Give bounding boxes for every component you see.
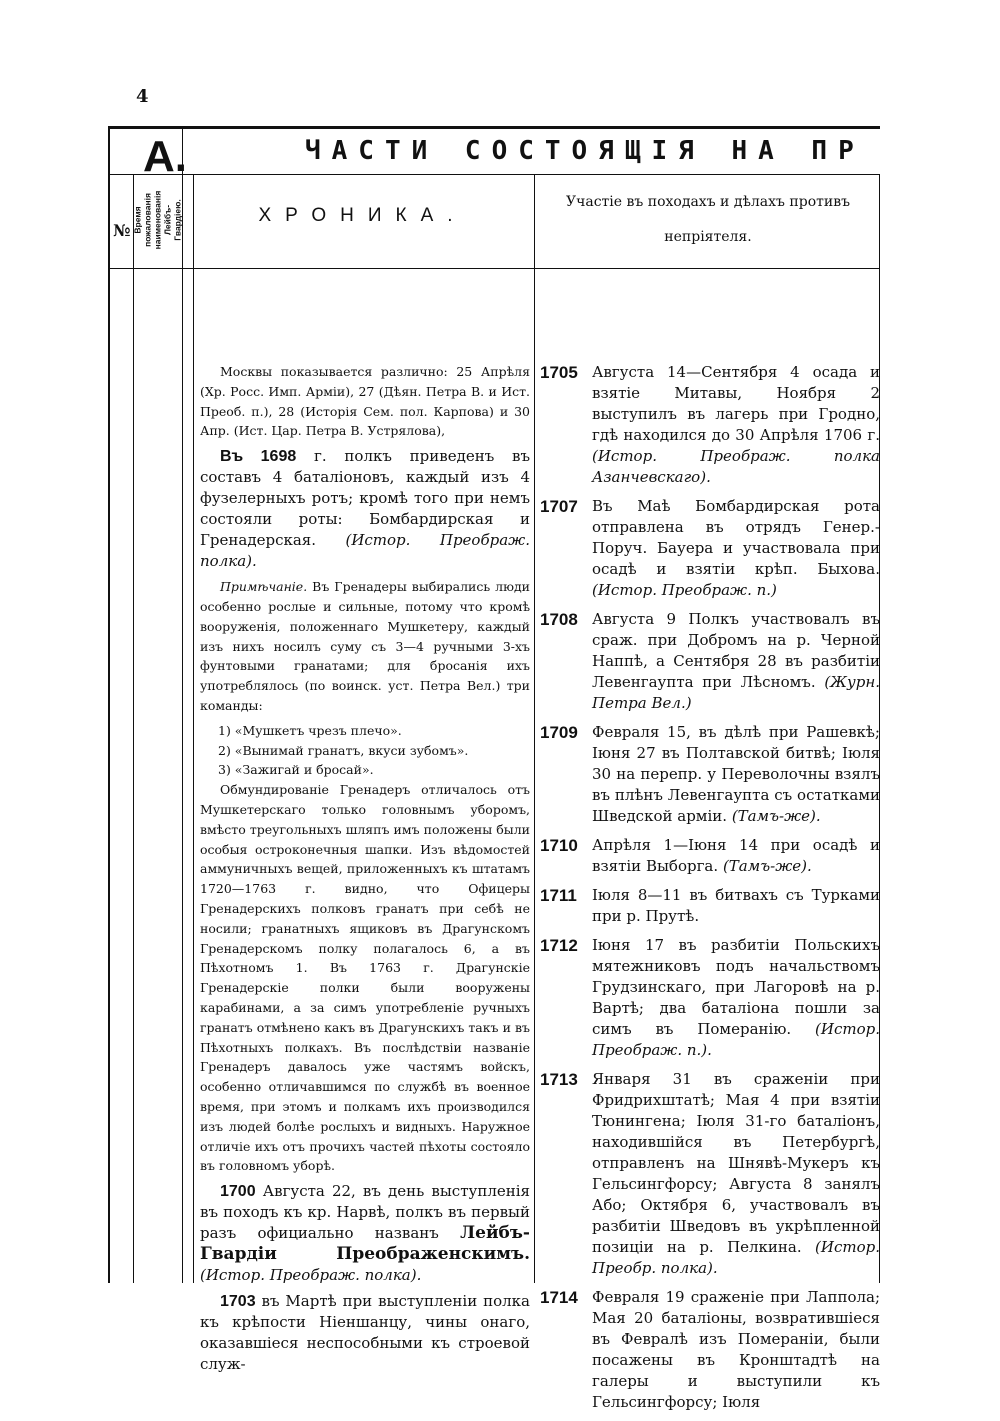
entry-text: Августа 14—Сентября 4 осада и взятіе Митавы, Ноября 2 выступилъ въ лагерь при Гродно, гдѣ находился до 30 Апрѣля 1706 г. bbox=[592, 363, 880, 444]
text-1703: въ Мартѣ при выступленіи полка къ крѣпости Ніеншанцу, чины онаго, оказавшіеся неспособными къ строевой служ- bbox=[200, 1292, 530, 1374]
entry-text: Августа 9 Полкъ участвовалъ въ сраж. при Добромъ на р. Черной Наппѣ, а Сентября 28 въ разбитіи Левенгаупта при Лѣсномъ. bbox=[592, 610, 880, 691]
entry-year: 1712 bbox=[540, 936, 578, 955]
divider-date bbox=[182, 126, 183, 1283]
columns-rule bbox=[108, 268, 880, 269]
column-header-number: № bbox=[113, 220, 131, 240]
entry-body bbox=[592, 722, 880, 827]
entry-text: Іюня 17 въ разбитіи Польскихъ мятежниковъ подъ начальствомъ Грудзинскаго, при Лагоровѣ на р. Вартѣ; два баталіона пошли за симъ въ Померанію. bbox=[592, 936, 880, 1038]
entry-year: 1708 bbox=[540, 610, 578, 629]
entry-year: 1710 bbox=[540, 836, 578, 855]
column-header-chronicle: ХРОНИКА. bbox=[258, 205, 467, 226]
entry-text: Февраля 15, въ дѣлѣ при Рашевкѣ; Іюня 27 въ Полтавской битвѣ; Іюля 30 на перепр. у Переволочны взялъ въ плѣнъ Левенгаупта съ остатками Шведской арміи. bbox=[592, 723, 880, 825]
column-header-date-text: Время пожалованія наименованія Лейбъ-Гвардіею. bbox=[132, 190, 183, 250]
text-1698: г. полкъ приведенъ въ составъ 4 баталіоновъ, каждый изъ 4 фузелерныхъ ротъ; кромѣ того при немъ состояли роты: Бомбардирская и Гренадерская. bbox=[200, 447, 530, 550]
entry-body bbox=[592, 1287, 880, 1413]
entry-year: 1707 bbox=[540, 497, 578, 516]
campaign-entry bbox=[540, 1069, 880, 1279]
entry-year: 1713 bbox=[540, 1070, 578, 1089]
command-item: 1) «Мушкетъ чрезъ плечо». bbox=[218, 722, 402, 738]
entry-body bbox=[592, 1069, 880, 1279]
header-rule bbox=[108, 174, 880, 175]
regiment-name: Лейбъ-Гвардіи Преображенскимъ. bbox=[200, 1223, 530, 1265]
intro-paragraph: Москвы показывается различно: 25 Апрѣля (Хр. Росс. Имп. Арміи), 27 (Дѣян. Петра В. и Ист. Преоб. п.), 28 (Исторія Сем. пол. Карпова) и 30 Апр. (Ист. Цар. Петра В. Устрялова), bbox=[200, 364, 530, 439]
paragraph-1703 bbox=[200, 1291, 530, 1375]
top-rule bbox=[108, 126, 880, 129]
note-label: Примѣчаніе. bbox=[220, 579, 308, 595]
entry-body bbox=[592, 935, 880, 1061]
text-1700: Августа 22, въ день выступленія въ походъ къ кр. Нарвѣ, полкъ въ первый разъ официально названъ bbox=[200, 1182, 530, 1243]
divider-chronicle bbox=[193, 174, 194, 1283]
column-header-date bbox=[133, 176, 181, 264]
chronicle-column bbox=[200, 362, 530, 1380]
ref-1698: (Истор. Преображ. полка). bbox=[200, 531, 530, 571]
entry-text: Іюля 8—11 въ битвахъ съ Турками при р. Прутѣ. bbox=[592, 886, 880, 925]
note-paragraph bbox=[200, 577, 530, 716]
column-header-participation: Участіе въ походахъ и дѣлахъ противъ непріятеля. bbox=[566, 194, 850, 245]
year-1700: 1700 bbox=[220, 1183, 256, 1201]
year-1703: 1703 bbox=[220, 1293, 256, 1311]
entry-ref: (Журн. Петра Вел.) bbox=[592, 673, 880, 712]
command-item: 3) «Зажигай и бросай». bbox=[218, 762, 374, 778]
frame-left-border bbox=[108, 126, 110, 1283]
campaign-entry bbox=[540, 1287, 880, 1413]
section-title: ЧАСТИ СОСТОЯЩІЯ НА ПР bbox=[305, 136, 865, 166]
entry-text: Въ Маѣ Бомбардирская рота отправлена въ отрядъ Генер.-Поруч. Бауера и участвовала при осадѣ и взятіи крѣп. Быхова. bbox=[592, 497, 880, 578]
divider-no bbox=[133, 174, 134, 1283]
campaign-entry bbox=[540, 609, 880, 714]
uniform-paragraph: Обмундированіе Гренадеръ отличалось отъ Мушкетерскаго только головнымъ уборомъ, вмѣсто треугольныхъ шляпъ имъ положены были особыя остроконечныя шапки. Изъ вѣдомостей аммуничныхъ вещей, приложенныхъ къ штатамъ 1720—1763 г. видно, что Офицеры Гренадерскихъ полковъ гранатъ при себѣ не носили; гранатныхъ ящиковъ въ Драгунскомъ Гренадерскомъ полку полагалось 6, а въ Пѣхотномъ 1. Въ 1763 г. Драгунскіе Гренадерскіе полки были вооружены карабинами, а за симъ употребленіе ручныхъ гранатъ отмѣнено какъ въ Драгунскихъ такъ и въ Пѣхотныхъ полкахъ. Въ послѣдствіи названіе Гренадеръ давалось уже частямъ войскъ, особенно отличавшимся по службѣ въ военное время, при этомъ и полкамъ ихъ производился изъ людей болѣе рослыхъ и видныхъ. Наружное отличіе ихъ отъ прочихъ частей пѣхоты состояло въ головномъ уборѣ. bbox=[200, 782, 530, 1174]
campaign-entry bbox=[540, 496, 880, 601]
entry-text: Января 31 въ сраженіи при Фридрихштатѣ; Мая 4 при взятіи Тюнингена; Іюля 31-го баталіонъ, находившійся въ Петербургѣ, отправленъ на Шнявѣ-Мукеръ къ Гельсингфорсу; Августа 8 занялъ Або; Октября 6, участвовалъ въ разбитіи Шведовъ въ укрѣпленной позиціи на р. Пелкина. bbox=[592, 1070, 880, 1256]
entry-ref: (Истор. Преображ. п.) bbox=[592, 581, 777, 599]
entry-text: Февраля 19 сраженіе при Лаппола; Мая 20 баталіоны, возвратившіеся въ Февралѣ изъ Помераніи, были посажены въ Кронштадтѣ на галеры и выступили къ Гельсингфорсу; Іюля bbox=[592, 1288, 880, 1411]
campaign-entry bbox=[540, 935, 880, 1061]
entry-ref: (Тамъ-же). bbox=[731, 807, 821, 825]
command-item: 2) «Вынимай гранатъ, вкуси зубомъ». bbox=[218, 742, 469, 758]
campaign-entry bbox=[540, 362, 880, 488]
entry-ref: (Истор. Преображ. полка Азанчевскаго). bbox=[592, 447, 880, 486]
entry-year: 1709 bbox=[540, 723, 578, 742]
campaign-entry bbox=[540, 835, 880, 877]
entry-text: Апрѣля 1—Іюня 14 при осадѣ и взятіи Выборга. bbox=[592, 836, 880, 875]
participation-column bbox=[540, 362, 880, 1421]
paragraph-1698 bbox=[200, 446, 530, 572]
entry-ref: (Истор. Преображ. п.). bbox=[592, 1020, 880, 1059]
campaign-entry bbox=[540, 885, 880, 927]
entry-year: 1705 bbox=[540, 363, 578, 382]
entry-body bbox=[592, 609, 880, 714]
paragraph-1700 bbox=[200, 1181, 530, 1286]
entry-ref: (Тамъ-же). bbox=[722, 857, 812, 875]
entry-ref: (Истор. Преобр. полка). bbox=[592, 1238, 880, 1277]
entry-body bbox=[592, 496, 880, 601]
entry-body bbox=[592, 835, 880, 877]
note-text: Въ Гренадеры выбирались люди особенно рослые и сильные, потому что кромѣ вооруженія, положеннаго Мушкетеру, каждый изъ нихъ носилъ суму съ 3—4 ручными 3-хъ фунтовыми гранатами; для бросанія ихъ употреблялось (по воинск. уст. Петра Вел.) три команды: bbox=[200, 579, 530, 713]
entry-year: 1714 bbox=[540, 1288, 578, 1307]
entry-body bbox=[592, 362, 880, 488]
entry-body bbox=[592, 885, 880, 927]
section-letter: А. bbox=[143, 132, 187, 181]
entry-year: 1711 bbox=[540, 886, 577, 905]
ref-1700: (Истор. Преображ. полка). bbox=[200, 1266, 422, 1285]
divider-participation bbox=[534, 174, 535, 1283]
year-1698: Въ 1698 bbox=[220, 448, 297, 466]
page-number: 4 bbox=[136, 86, 149, 107]
campaign-entry bbox=[540, 722, 880, 827]
